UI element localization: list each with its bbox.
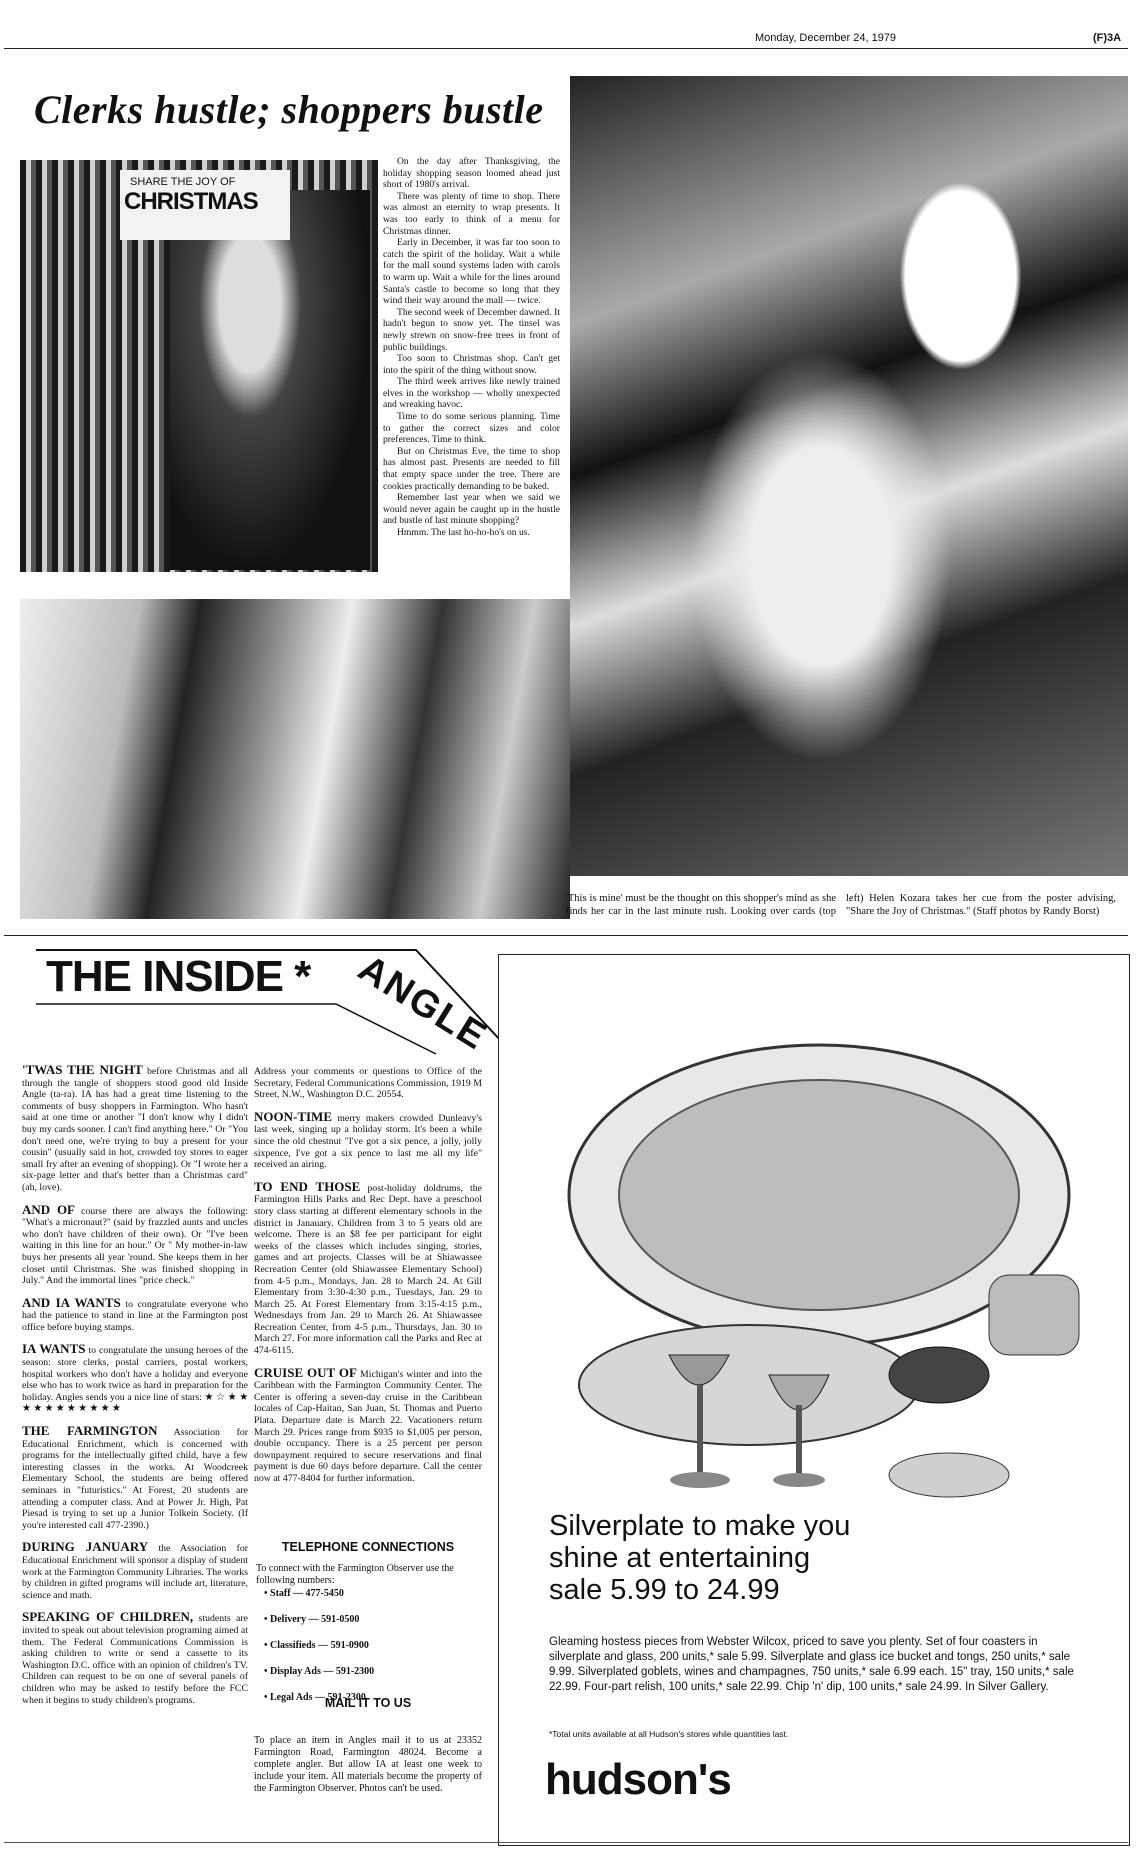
photo-caption: 'This is mine' must be the thought on this shopper's mind as she finds her car in the last minute rush. Looking over cards (top left) Helen Kozara takes her cue from the poster advising, "Share the Joy of Christmas." (Staff photos by Randy Borst) [566, 893, 1116, 917]
story-paragraph: Hmmm. The last ho-ho-ho's on us. [397, 527, 530, 538]
photo-poster [120, 170, 290, 240]
angle-item [22, 1343, 248, 1415]
angle-item-text: the Association for Educational Enrichment will sponsor a display of student work at the Farmington Community Libraries. The works by children in gifted programs will include art, literature, science and math. [22, 1543, 248, 1601]
hudsons-ad [498, 954, 1130, 1846]
mail-heading: MAIL IT TO US [324, 1696, 412, 1710]
angle-item-lead: NOON-TIME [254, 1108, 332, 1124]
photo-parking-lot [570, 76, 1128, 876]
angle-column-1 [22, 1064, 248, 1716]
phone-item: • Staff — 477-5450 [264, 1588, 344, 1599]
ad-headline-line-1: Silverplate to make you [549, 1510, 851, 1542]
silverware-illustration [519, 995, 1109, 1515]
photo-card-shopper [20, 160, 378, 572]
angle-item-lead: TO END THOSE [254, 1178, 361, 1194]
angle-item [22, 1294, 248, 1334]
story-paragraph: Time to do some serious planning. Time to gather the correct sizes and color preferences. Time to think. [383, 411, 560, 446]
photo-shoppers-entrance [20, 599, 570, 919]
angle-item-text: merry makers crowded Dunleavy's last week, singing up a holiday storm. It's been a while since the old chestnut "I've got a six pence, a jolly, jolly sixpence, I've got a six pence to last me all my life" received an airing. [254, 1112, 482, 1171]
angle-item-lead: AND OF [22, 1201, 76, 1217]
angle-item-text: Address your comments or questions to Office of the Secretary, Federal Communications Commission, 1919 M Street, N.W., Washington D.C. 20554. [254, 1066, 482, 1101]
story-paragraph: There was plenty of time to shop. There was almost an eternity to wrap presents. It was too early to think of a menu for Christmas dinner. [383, 190, 560, 237]
angle-column-2 [254, 1064, 482, 1495]
angle-item-lead: AND IA WANTS [22, 1294, 121, 1310]
phone-item: • Classifieds — 591-0900 [264, 1640, 369, 1651]
angle-item [22, 1425, 248, 1531]
section-rule [4, 935, 1128, 936]
angle-item-lead: CRUISE OUT OF [254, 1364, 357, 1380]
story-paragraph: But on Christmas Eve, the time to shop has almost past. Presents are needed to fill that empty space under the tree. There are cookies practically demanding to be baked. [383, 445, 560, 492]
phone-item: • Display Ads — 591-2300 [264, 1666, 375, 1677]
phone-heading: TELEPHONE CONNECTIONS [281, 1540, 455, 1554]
angle-item [254, 1108, 482, 1171]
angle-item-lead: DURING JANUARY [22, 1539, 149, 1555]
story-paragraph: Early in December, it was far too soon to catch the spirit of the holiday. Wait a while for the mall sound systems laden with carols to warm up. Wait a while for the lines around Santa's castle to become so long that they wind their way around the mall — twice. [383, 237, 560, 307]
angle-item-lead: 'TWAS THE NIGHT [22, 1062, 143, 1077]
mail-body: To place an item in Angles mail it to us at 23352 Farmington Road, Farmington 48024. Become a complete angler. But allow IA at least one week to include your item. All materials become the property of the Farmington Observer. Photos can't be used. [254, 1735, 482, 1794]
phone-item: • Legal Ads — 591-2300 [264, 1692, 366, 1703]
phone-item: • Delivery — 591-0500 [264, 1614, 360, 1625]
hudsons-logo: hudson's [545, 1755, 731, 1804]
story-paragraph: Too soon to Christmas shop. Can't get into the spirit of the thing without snow. [383, 353, 560, 376]
photo-figure [170, 190, 370, 570]
angle-item-text: Association for Educational Enrichment, which is concerned with programs for the intellectually gifted child, have a few interesting classes in the works. At Woodcreek Elementary School, the students are being offered seminars in "futuristics." At Forest, 20 students are attending a computer class. And at Power Jr. High, Pat Piesad is trying to set up a Junior Tolkein Society. (If you're interested call 477-2390.) [22, 1427, 248, 1531]
angle-item-lead: THE FARMINGTON [22, 1423, 158, 1439]
story-paragraph: On the day after Thanksgiving, the holiday shopping season loomed ahead just short of 1980's arrival. [383, 156, 560, 191]
angle-item-text: to congratulate the unsung heroes of the season: store clerks, postal carriers, postal workers, hospital workers who don't have a holiday and everyone else who has to work twice as hard in preparation for the holiday. Angles sends you a nice line of stars: ★ ☆ ★ ★ ★ ★ ★ ★ ★ ★ ★ ★ ★ [22, 1345, 248, 1415]
poster-line-2: CHRISTMAS [124, 188, 258, 215]
angle-item [254, 1178, 482, 1357]
angle-item-text: post-holiday doldrums, the Farmington Hills Parks and Rec Dept. have a preschool story class starting at different elementary schools in the district in Janauary. Children from 3 to 5 years old are welcome. There is an $8 fee per participant for eight weeks of the classes which includes singing, stories, games and art projects. Classes will be at Shiawassee Recreation Center (old Shiawassee Elementary School) from 4-5 p.m., Mondays, Jan. 28 to March 24. At Gill Elementary from 3:30-4:30 p.m., Tuesdays, Jan. 29 to March 25. At Forest Elementary from 3:15-4:15 p.m., Wednesdays from Jan. 29 to March 26. At Shiawassee Recreation Center, from 4-5 p.m., Thursdays, Jan. 30 to March 27. For more information call the Parks and Rec at 474-6115. [254, 1182, 482, 1357]
angle-item [22, 1541, 248, 1601]
page-date: Monday, December 24, 1979 [755, 32, 897, 44]
ad-footnote: *Total units available at all Hudson's stores while quantities last. [549, 1729, 789, 1739]
angle-item-text: Michigan's winter and into the Caribbean with the Farmington Community Center. The Center is offering a seven-day cruise in the Caribbean locales of Cap-Haitan, San Juan, St. Thomas and Puerto Plata. Departure date is March 22. Vacationers return March 29. Prices range from $935 to $1,005 per person, double occupancy. There is a 25 percent per person downpayment required to secure reservations and final payment is due 60 days before departure. Call the center now at 477-8404 for further information. [254, 1368, 482, 1484]
angle-item-lead: SPEAKING OF CHILDREN, [22, 1609, 194, 1625]
ad-headline-line-2: shine at entertaining [549, 1542, 811, 1574]
headline: Clerks hustle; shoppers bustle [34, 87, 544, 132]
angle-item-text: to congratulate everyone who had the patience to stand in line at the Farmington post office before buying stamps. [22, 1298, 248, 1333]
story-text [383, 156, 560, 539]
angle-item [22, 1064, 248, 1194]
angle-title-text: THE INSIDE [46, 952, 283, 1001]
ad-headline-line-3: sale 5.99 to 24.99 [549, 1574, 780, 1606]
angle-title [46, 952, 310, 1002]
story-paragraph: Remember last year when we said we would never again be caught up in the hustle and bustle of last minute shopping? [383, 492, 560, 527]
top-rule [4, 48, 1128, 49]
ad-headline [549, 1510, 850, 1606]
bottom-rule [4, 1842, 1128, 1843]
angle-word: ANGLE [351, 947, 495, 1059]
ad-body: Gleaming hostess pieces from Webster Wilcox, priced to save you plenty. Set of four coasters in silverplate and glass, 200 units,* sale 5.99. Silverplate and glass ice bucket and tongs, 250 units,* sale 9.99. Silverplated goblets, wines and champagnes, 750 units,* sale 6.99 each. 15" tray, 150 units,* sale 22.99. Four-part relish, 100 units,* sale 22.99. Chip 'n' dip, 100 units,* sale 24.99. In Silver Gallery. [549, 1636, 1074, 1693]
angle-item-text: students are invited to speak out about television programing aimed at them. The Federal Communications Commission is asking children to write or send a cassette to its Washington D.C. office with an opinion of children's TV. Children can request to be on one of several panels of children who may be asked to testify before the FCC when it begins to study children's programs. [22, 1613, 248, 1706]
angle-item [254, 1064, 482, 1101]
story-paragraph: The second week of December dawned. It hadn't begun to snow yet. The tinsel was newly strewn on snow-free trees in front of public buildings. [383, 306, 560, 353]
angle-item [22, 1201, 249, 1287]
poster-line-1: SHARE THE JOY OF [130, 176, 236, 188]
angle-item-text: course there are always the following: "What's a micronaut?" (said by frazzled aunts and uncles who don't have children of their own). Or "I've been waiting in this line for an hour." Or " My mother-in-law buys her presents all year 'round. She keeps them in her closet until Christmas. She was finished shopping in July." And the immortal lines "price check." [22, 1205, 249, 1287]
angle-item [22, 1611, 248, 1706]
phone-intro: To connect with the Farmington Observer use the following numbers: [256, 1563, 454, 1586]
page-number: (F)3A [1093, 32, 1122, 44]
angle-item [254, 1364, 482, 1485]
angle-item-text: before Christmas and all through the tangle of shoppers stood good old Inside Angle (ta-ra). IA has had a great time listening to the comments of busy shoppers in Farmington. Who hasn't said at one time or another "I don't know why I didn't buy my cards sooner. I can't find anything here." Or "You don't need one, we're trying to buy a present for your cousin" (usually said in hot, crowded toy stores to eager small fry after an evening of shopping). Or "I wrote her a six-page letter and that's better than a Christmas card" (ah, love). [22, 1066, 248, 1193]
story-paragraph: The third week arrives like newly trained elves in the workshop — wholly unexpected and wreaking havoc. [383, 376, 560, 411]
inside-angle-banner [36, 946, 506, 1059]
star-icon: * [294, 952, 311, 1001]
angle-item-lead: IA WANTS [22, 1341, 86, 1357]
